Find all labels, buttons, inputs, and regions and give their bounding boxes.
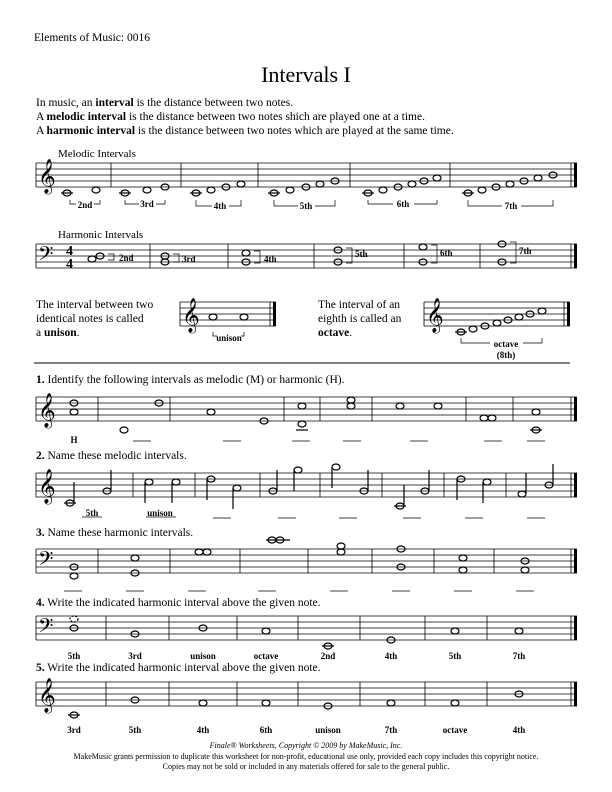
melodic-staff [36, 148, 577, 211]
footer-permission: MakeMusic grants permission to duplicate this worksheet for non-profit, educational use only, provided each copy includes this copyright notice. [73, 751, 539, 761]
octave-label-8th: (8th) [496, 350, 516, 360]
treble-clef: 𝄞 [38, 469, 56, 504]
q5-label-7: octave [442, 725, 468, 735]
melodic-heading: Melodic Intervals [58, 148, 136, 160]
question-4: 4. Write the indicated harmonic interval above the given note. [36, 597, 321, 609]
intro-line-2: A melodic interval is the distance between two notes shich are played one at a time. [36, 111, 425, 123]
q4-label-1: 5th [67, 651, 81, 661]
unison-staff [180, 298, 276, 343]
melodic-label-2nd: 2nd [77, 200, 93, 210]
q5-label-8: 4th [512, 725, 526, 735]
harmonic-label-6th: 6th [440, 248, 453, 258]
melodic-notes [61, 172, 557, 196]
treble-clef: 𝄞 [182, 298, 200, 333]
octave-explanation: The interval of an eighth is called an octave. [318, 299, 402, 339]
bass-clef: 𝄢 [38, 614, 54, 642]
harmonic-label-2nd: 2nd [119, 253, 134, 263]
time-signature-bottom: 4 [66, 257, 73, 272]
octave-label: octave [493, 339, 519, 349]
time-signature-top: 4 [66, 244, 73, 259]
treble-clef: 𝄞 [426, 298, 444, 333]
q4-label-7: 5th [448, 651, 462, 661]
unison-label: unison [216, 333, 242, 343]
harmonic-label-3rd: 3rd [182, 254, 196, 264]
q5-label-5: unison [315, 725, 341, 735]
harmonic-label-5th: 5th [355, 249, 368, 259]
q4-label-8: 7th [512, 651, 526, 661]
bass-clef: 𝄢 [38, 547, 54, 575]
footer-restriction: Copies may not be sold or included in any materials offered for sale to the general public. [162, 762, 450, 771]
question-5: 5. Write the indicated harmonic interval above the given note. [36, 662, 321, 674]
q4-label-2: 3rd [128, 651, 142, 661]
harmonic-staff [36, 229, 577, 272]
q1-example-answer: H [70, 435, 78, 445]
intro-line-3: A harmonic interval is the distance between two notes which are played at the same time. [36, 125, 454, 137]
intro-line-1: In music, an interval is the distance between two notes. [36, 97, 294, 109]
q2-example-answer-2: unison [147, 508, 173, 518]
q5-label-2: 5th [128, 725, 142, 735]
page-title: Intervals I [261, 62, 351, 87]
q2-staff [36, 464, 577, 518]
question-1: 1. Identify the following intervals as melodic (M) or harmonic (H). [36, 374, 345, 386]
q5-label-3: 4th [196, 725, 210, 735]
melodic-label-3rd: 3rd [140, 199, 154, 209]
harmonic-label-4th: 4th [264, 254, 277, 264]
octave-staff [424, 298, 570, 360]
q5-label-1: 3rd [67, 725, 81, 735]
q4-label-4: octave [253, 651, 279, 661]
q3-staff [36, 537, 577, 591]
melodic-label-7th: 7th [504, 201, 518, 211]
q5-label-4: 6th [259, 725, 273, 735]
treble-clef: 𝄞 [38, 159, 56, 194]
worksheet-header: Elements of Music: 0016 [34, 32, 150, 44]
bass-clef: 𝄢 [38, 242, 54, 270]
q4-staff [36, 614, 577, 661]
harmonic-label-7th: 7th [519, 246, 532, 256]
q1-staff [36, 393, 577, 445]
q5-label-6: 7th [384, 725, 398, 735]
melodic-label-6th: 6th [396, 199, 410, 209]
melodic-label-5th: 5th [299, 201, 313, 211]
q5-staff [36, 678, 577, 735]
treble-clef: 𝄞 [38, 393, 56, 428]
q4-label-6: 4th [384, 651, 398, 661]
q4-label-3: unison [190, 651, 216, 661]
harmonic-heading: Harmonic Intervals [58, 229, 144, 241]
unison-explanation: The interval between two identical notes is called a unison. [36, 299, 154, 339]
question-2: 2. Name these melodic intervals. [36, 450, 187, 462]
melodic-label-4th: 4th [213, 201, 227, 211]
treble-clef: 𝄞 [38, 678, 56, 713]
q4-label-5: 2nd [320, 651, 336, 661]
footer-copyright: Finale® Worksheets, Copyright © 2009 by MakeMusic, Inc. [209, 741, 403, 750]
question-3: 3. Name these harmonic intervals. [36, 527, 194, 539]
q2-example-answer-1: 5th [85, 508, 99, 518]
